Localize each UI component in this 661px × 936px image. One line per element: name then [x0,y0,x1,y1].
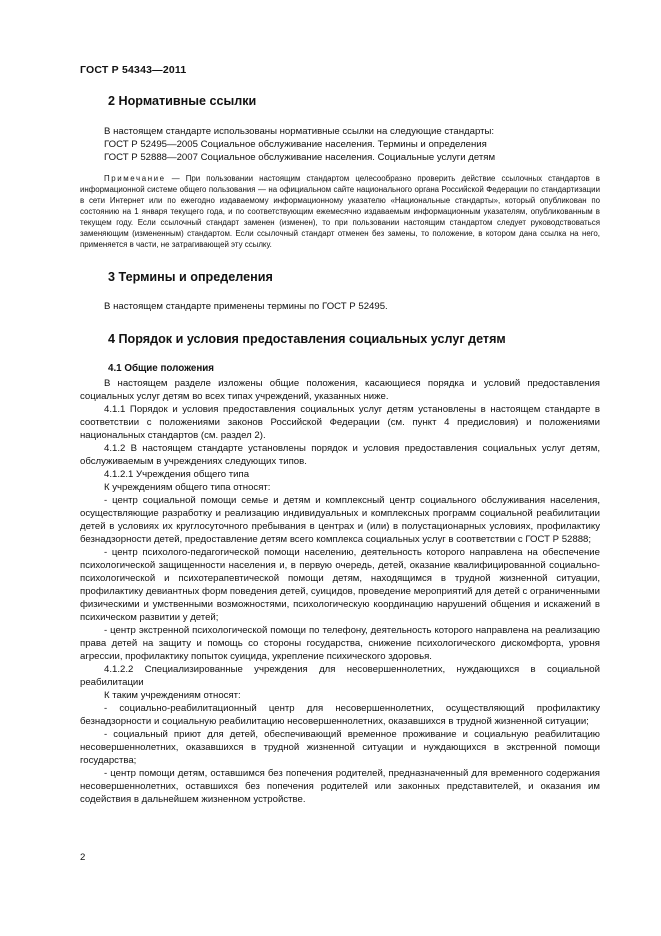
subsection-4-1-title: 4.1 Общие положения [108,363,215,374]
section-4-title: 4 Порядок и условия предоставления социальных услуг детям [108,332,506,346]
paragraph: 4.1.1 Порядок и условия предоставления социальных услуг детям установлены в настоящем стандарте в соответствии с положениями законов Российской Федерации (см. пункт 4 предисловия) и положениями национальных стандартов (см. раздел 2). [80,404,600,441]
note-text: — При пользовании настоящим стандартом целесообразно проверить действие ссылочных стандартов в информационной системе общего пользования — на официальном сайте национального органа Российской Федерации по стандартизации в сети Интернет или по ежегодно издаваемому информационному указателю «Национальные стандарты», который опубликован по состоянию на 1 января текущего года, и по соответствующим ежемесячно издаваемым информационным указателям, опубликованным в текущем году. Если ссылочный стандарт заменен (изменен), то при пользовании настоящим стандартом следует руководствоваться заменяющим (измененным) стандартом. Если ссылочный стандарт отменен без замены, то положение, в котором дана ссылка на него, применяется в части, не затрагивающей эту ссылку. [80,174,600,249]
list-item: - центр социальной помощи семье и детям и комплексный центр социального обслуживания населения, осуществляющие разработку и реализацию индивидуальных и комплексных программ социальной реабилитации детей в условиях их круглосуточного пребывания в центрах и (или) в полустационарных условиях, профилактику безнадзорности детей, предоставление детям всего комплекса социальных услуг в соответствии с ГОСТ Р 52888; [80,495,600,545]
normative-ref: ГОСТ Р 52495—2005 Социальное обслуживание населения. Термины и определения [104,139,487,150]
paragraph: 4.1.2.2 Специализированные учреждения для несовершеннолетних, нуждающихся в социальной реабилитации [80,664,600,688]
section-2-intro: В настоящем стандарте использованы нормативные ссылки на следующие стандарты: [104,126,495,137]
page-number: 2 [80,852,86,863]
paragraph: 4.1.2 В настоящем стандарте установлены порядок и условия предоставления социальных услуг детям, обслуживаемым в учреждениях следующих типов. [80,443,600,467]
list-item: - центр психолого-педагогической помощи населению, деятельность которого направлена на обеспечение психологической защищенности населения и, в первую очередь, детей, оказание квалифицированной социально-психологической и психотерапевтической помощи детям, находящимся в трудной жизненной ситуации, профилактику девиантных форм поведения детей, суицидов, проведение мероприятий для детей с ограниченными физическими и умственными возможностями, психологическую координацию нарушений общения и искажений в психическом развитии у детей; [80,547,600,623]
paragraph: К таким учреждениям относят: [104,690,241,701]
paragraph: К учреждениям общего типа относят: [104,482,271,493]
document-page [80,64,600,806]
normative-ref: ГОСТ Р 52888—2007 Социальное обслуживание населения. Социальные услуги детям [104,152,496,163]
paragraph: В настоящем разделе изложены общие положения, касающиеся порядка и условий предоставления социальных услуг детям во всех типах учреждений, указанных ниже. [80,378,600,402]
list-item: - центр экстренной психологической помощи по телефону, деятельность которого направлена на реализацию права детей на защиту и помощь со стороны государства, снижение психологического дискомфорта, уровня агрессии, профилактику попыток суицида, укрепление психического здоровья. [80,625,600,662]
note-label: Примечание [104,174,166,183]
list-item: - центр помощи детям, оставшимся без попечения родителей, предназначенный для временного содержания несовершеннолетних, оставшихся без попечения родителей или законных представителей, и оказания им содействия в дальнейшем жизненном устройстве. [80,768,600,805]
section-3-title: 3 Термины и определения [108,270,273,284]
document-header: ГОСТ Р 54343—2011 [80,64,187,76]
section-2-note [80,173,600,250]
list-item: - социальный приют для детей, обеспечивающий временное проживание и социальную реабилитацию несовершеннолетних, оказавшихся в трудной жизненной ситуации и нуждающихся в экстренной помощи государства; [80,729,600,766]
section-2-title: 2 Нормативные ссылки [108,94,257,108]
list-item: - социально-реабилитационный центр для несовершеннолетних, осуществляющий профилактику безнадзорности и социальную реабилитацию несовершеннолетних, оказавшихся в трудной жизненной ситуации; [80,703,600,727]
paragraph: 4.1.2.1 Учреждения общего типа [104,469,250,480]
section-3-text: В настоящем стандарте применены термины по ГОСТ Р 52495. [104,301,388,312]
